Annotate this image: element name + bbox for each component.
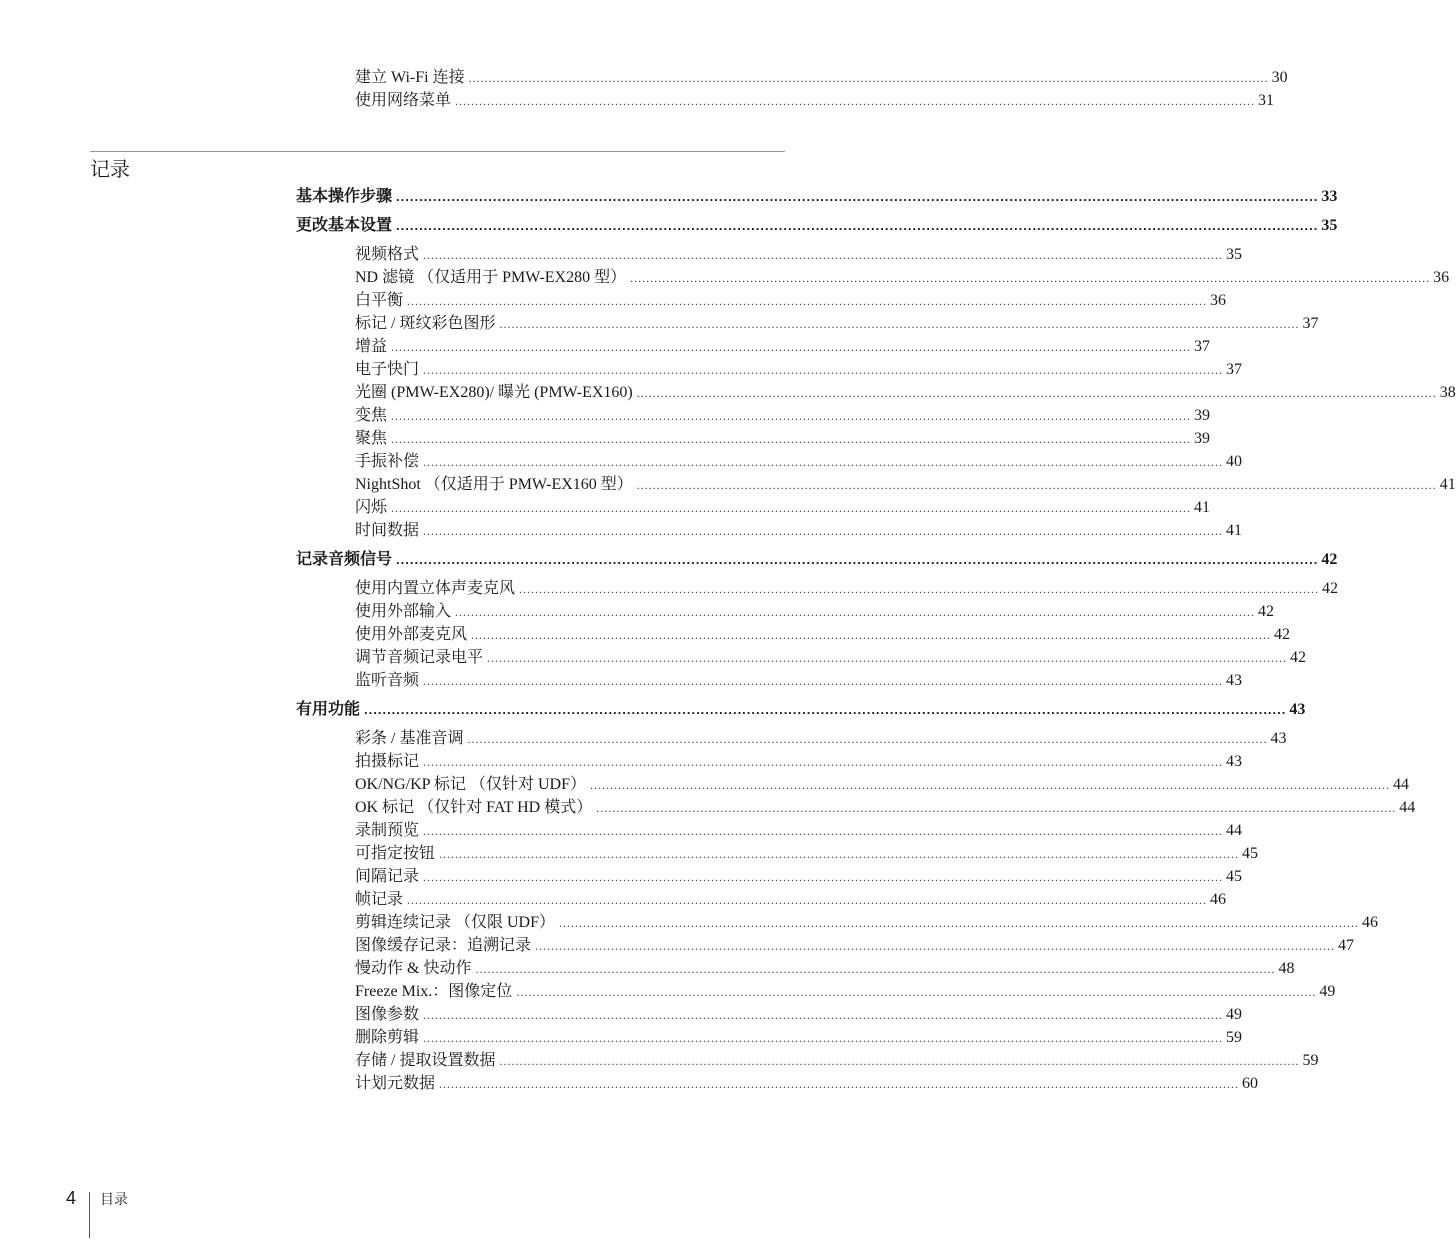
dot-leader: ........................................................................................................................................................................................................: [391, 432, 1192, 446]
toc-entry-label: 建立 Wi-Fi 连接: [355, 69, 465, 86]
toc-entry-label: 使用外部输入: [355, 603, 452, 620]
section-divider: [90, 151, 785, 152]
toc-entry-label: 标记 / 斑纹彩色图形: [355, 315, 496, 332]
toc-entry[interactable]: [355, 520, 1243, 542]
toc-entry[interactable]: [355, 866, 1243, 888]
toc-entry-page: 30: [1271, 69, 1288, 86]
dot-leader: ........................................................................................................................................................................................................: [407, 893, 1208, 907]
toc-entry-page: 42: [1322, 580, 1339, 597]
toc-entry-page: 35: [1321, 217, 1338, 234]
toc-entry-label: 间隔记录: [355, 868, 420, 885]
toc-entry-page: 42: [1274, 626, 1291, 643]
toc-entry-label: 删除剪辑: [355, 1029, 420, 1046]
toc-entry-label: 慢动作 & 快动作: [355, 960, 472, 977]
toc-entry-label: Freeze Mix.：图像定位: [355, 983, 513, 1000]
dot-leader: ........................................................................................................................................................................................................: [471, 628, 1272, 642]
toc-entry-page: 48: [1278, 960, 1295, 977]
dot-leader: ........................................................................................................................................................................................................: [423, 1031, 1224, 1045]
dot-leader: ........................................................................................................................................................................................................: [487, 651, 1288, 665]
toc-entry-page: 49: [1226, 1006, 1243, 1023]
toc-entry-page: 42: [1321, 551, 1338, 568]
toc-entry[interactable]: [355, 336, 1211, 358]
toc-entry[interactable]: [355, 670, 1243, 692]
dot-leader: ........................................................................................................................................................................................................: [468, 71, 1269, 85]
toc-entry-label: 记录音频信号: [296, 551, 393, 568]
toc-entry-page: 43: [1270, 730, 1287, 747]
toc-entry[interactable]: [355, 497, 1211, 519]
toc-entry[interactable]: [355, 578, 1339, 600]
toc-entry-label: 计划元数据: [355, 1075, 436, 1092]
toc-entry-page: 39: [1194, 430, 1211, 447]
dot-leader: ........................................................................................................................................................................................................: [423, 455, 1224, 469]
toc-entry[interactable]: [355, 405, 1211, 427]
toc-entry-page: 39: [1194, 407, 1211, 424]
toc-entry-page: 59: [1302, 1052, 1319, 1069]
toc-entry-label: 更改基本设置: [296, 217, 393, 234]
toc-entry[interactable]: [355, 1027, 1243, 1049]
toc-entry-label: 剪辑连续记录 （仅限 UDF）: [355, 914, 556, 931]
toc-entry-label: 图像缓存记录：追溯记录: [355, 937, 532, 954]
toc-entry-page: 45: [1226, 868, 1243, 885]
toc-entry-label: 使用内置立体声麦克风: [355, 580, 516, 597]
dot-leader: ........................................................................................................................................................................................................: [439, 1077, 1240, 1091]
toc-entry[interactable]: [355, 1073, 1259, 1095]
toc-entry[interactable]: [355, 843, 1259, 865]
dot-leader: ........................................................................................................................................................................................................: [391, 409, 1192, 423]
toc-entry[interactable]: [355, 267, 1450, 289]
toc-entry-page: 49: [1319, 983, 1336, 1000]
dot-leader: ........................................................................................................................................................................................................: [455, 94, 1256, 108]
toc-entry[interactable]: [355, 1050, 1319, 1072]
toc-entry-page: 44: [1226, 822, 1243, 839]
page-number: 4: [66, 1188, 77, 1208]
toc-entry-label: 存储 / 提取设置数据: [355, 1052, 496, 1069]
toc-entry-page: 38: [1439, 384, 1456, 401]
toc-entry-label: ND 滤镜 （仅适用于 PMW-EX280 型）: [355, 269, 627, 286]
toc-entry-label: 调节音频记录电平: [355, 649, 484, 666]
toc-entry-label: 拍摄标记: [355, 753, 420, 770]
toc-entry-page: 37: [1194, 338, 1211, 355]
toc-entry-label: 白平衡: [355, 292, 404, 309]
toc-heading[interactable]: [296, 699, 1306, 721]
footer-divider: [89, 1192, 90, 1238]
toc-entry-label: 可指定按钮: [355, 845, 436, 862]
toc-entry[interactable]: [355, 981, 1336, 1003]
dot-leader: ........................................................................................................................................................................................................: [396, 552, 1319, 567]
toc-entry-label: OK 标记 （仅针对 FAT HD 模式）: [355, 799, 593, 816]
toc-entry-page: 43: [1289, 701, 1306, 718]
toc-entry[interactable]: [355, 751, 1243, 773]
dot-leader: ........................................................................................................................................................................................................: [423, 755, 1224, 769]
toc-heading[interactable]: [296, 215, 1338, 237]
toc-entry-page: 43: [1226, 753, 1243, 770]
dot-leader: ........................................................................................................................................................................................................: [519, 582, 1320, 596]
dot-leader: ........................................................................................................................................................................................................: [559, 916, 1360, 930]
dot-leader: ........................................................................................................................................................................................................: [364, 702, 1287, 717]
toc-entry[interactable]: [355, 428, 1211, 450]
toc-entry-page: 44: [1392, 776, 1409, 793]
toc-entry[interactable]: [355, 290, 1227, 312]
toc-entry-label: 录制预览: [355, 822, 420, 839]
toc-entry[interactable]: [355, 624, 1291, 646]
toc-entry[interactable]: [355, 912, 1379, 934]
toc-entry-page: 37: [1226, 361, 1243, 378]
dot-leader: ........................................................................................................................................................................................................: [439, 847, 1240, 861]
footer-label: 目录: [100, 1192, 128, 1208]
toc-entry-label: 使用网络菜单: [355, 92, 452, 109]
toc-entry-label: 变焦: [355, 407, 388, 424]
toc-entry-label: 视频格式: [355, 246, 420, 263]
toc-entry-label: 帧记录: [355, 891, 404, 908]
toc-entry-label: 聚焦: [355, 430, 388, 447]
toc-entry[interactable]: [355, 313, 1319, 335]
toc-entry-page: 35: [1226, 246, 1243, 263]
toc-entry-page: 31: [1258, 92, 1275, 109]
toc-entry-label: 有用功能: [296, 701, 361, 718]
dot-leader: ........................................................................................................................................................................................................: [475, 962, 1276, 976]
dot-leader: ........................................................................................................................................................................................................: [499, 1054, 1300, 1068]
toc-entry-page: 47: [1338, 937, 1355, 954]
toc-entry[interactable]: [355, 1004, 1243, 1026]
toc-entry[interactable]: [355, 601, 1275, 623]
toc-entry-label: 基本操作步骤: [296, 188, 393, 205]
toc-heading[interactable]: [296, 186, 1338, 208]
dot-leader: ........................................................................................................................................................................................................: [423, 674, 1224, 688]
dot-leader: ........................................................................................................................................................................................................: [423, 524, 1224, 538]
toc-entry-label: OK/NG/KP 标记 （仅针对 UDF）: [355, 776, 586, 793]
toc-entry-page: 36: [1210, 292, 1227, 309]
dot-leader: ........................................................................................................................................................................................................: [499, 317, 1300, 331]
toc-entry-page: 43: [1226, 672, 1243, 689]
section-title: 记录: [90, 157, 130, 181]
dot-leader: ........................................................................................................................................................................................................: [391, 501, 1192, 515]
toc-entry-label: 增益: [355, 338, 388, 355]
dot-leader: ........................................................................................................................................................................................................: [630, 271, 1431, 285]
toc-entry-label: 电子快门: [355, 361, 420, 378]
dot-leader: ........................................................................................................................................................................................................: [467, 732, 1268, 746]
dot-leader: ........................................................................................................................................................................................................: [596, 801, 1397, 815]
toc-entry[interactable]: [355, 67, 1288, 89]
dot-leader: ........................................................................................................................................................................................................: [423, 248, 1224, 262]
toc-entry-page: 41: [1226, 522, 1243, 539]
toc-entry-page: 33: [1321, 188, 1338, 205]
toc-entry[interactable]: [355, 359, 1243, 381]
toc-entry-page: 46: [1210, 891, 1227, 908]
dot-leader: ........................................................................................................................................................................................................: [423, 870, 1224, 884]
dot-leader: ........................................................................................................................................................................................................: [589, 778, 1390, 792]
dot-leader: ........................................................................................................................................................................................................: [636, 386, 1437, 400]
toc-entry-page: 36: [1433, 269, 1450, 286]
toc-entry[interactable]: [355, 728, 1287, 750]
toc-entry-label: 闪烁: [355, 499, 388, 516]
toc-entry[interactable]: [355, 474, 1456, 496]
toc-entry[interactable]: [355, 958, 1295, 980]
toc-entry-label: 监听音频: [355, 672, 420, 689]
toc-entry[interactable]: [355, 797, 1416, 819]
toc-entry-page: 60: [1242, 1075, 1259, 1092]
toc-entry-page: 37: [1302, 315, 1319, 332]
toc-entry[interactable]: [355, 774, 1409, 796]
toc-entry[interactable]: [355, 647, 1307, 669]
toc-entry-page: 59: [1226, 1029, 1243, 1046]
toc-entry-page: 46: [1362, 914, 1379, 931]
dot-leader: ........................................................................................................................................................................................................: [535, 939, 1336, 953]
toc-entry[interactable]: [355, 935, 1355, 957]
toc-entry-label: 使用外部麦克风: [355, 626, 468, 643]
toc-entry-page: 41: [1194, 499, 1211, 516]
toc-entry-page: 45: [1242, 845, 1259, 862]
toc-entry[interactable]: [355, 90, 1275, 112]
toc-entry[interactable]: [355, 244, 1243, 266]
toc-entry-label: 图像参数: [355, 1006, 420, 1023]
toc-entry-label: 彩条 / 基准音调: [355, 730, 464, 747]
toc-entry-page: 42: [1290, 649, 1307, 666]
toc-entry-page: 40: [1226, 453, 1243, 470]
dot-leader: ........................................................................................................................................................................................................: [423, 824, 1224, 838]
toc-entry-label: 手振补偿: [355, 453, 420, 470]
toc-entry[interactable]: [355, 820, 1243, 842]
toc-entry-page: 41: [1439, 476, 1456, 493]
dot-leader: ........................................................................................................................................................................................................: [516, 985, 1317, 999]
dot-leader: ........................................................................................................................................................................................................: [636, 478, 1437, 492]
toc-entry-label: 时间数据: [355, 522, 420, 539]
toc-heading[interactable]: [296, 549, 1338, 571]
dot-leader: ........................................................................................................................................................................................................: [423, 363, 1224, 377]
toc-entry-page: 44: [1399, 799, 1416, 816]
dot-leader: ........................................................................................................................................................................................................: [396, 218, 1319, 233]
dot-leader: ........................................................................................................................................................................................................: [455, 605, 1256, 619]
toc-entry[interactable]: [355, 382, 1456, 404]
toc-entry[interactable]: [355, 889, 1227, 911]
dot-leader: ........................................................................................................................................................................................................: [391, 340, 1192, 354]
toc-entry-label: 光圈 (PMW-EX280)/ 曝光 (PMW-EX160): [355, 384, 633, 401]
dot-leader: ........................................................................................................................................................................................................: [407, 294, 1208, 308]
dot-leader: ........................................................................................................................................................................................................: [423, 1008, 1224, 1022]
toc-entry[interactable]: [355, 451, 1243, 473]
toc-entry-page: 42: [1258, 603, 1275, 620]
toc-entry-label: NightShot （仅适用于 PMW-EX160 型）: [355, 476, 633, 493]
dot-leader: ........................................................................................................................................................................................................: [396, 189, 1319, 204]
